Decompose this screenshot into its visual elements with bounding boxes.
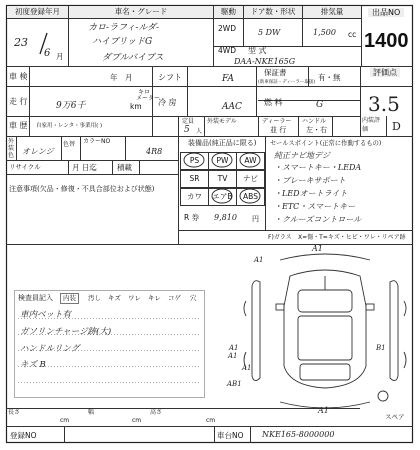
mark-left-1: A1 [229, 344, 239, 352]
equip-tv: TV [208, 170, 237, 188]
mark-front: A1 [312, 244, 323, 253]
inspector-note-1: 車内ベット有 [20, 310, 72, 320]
color-code-label: カラーNO [83, 138, 111, 145]
equip-navi: ナビ [236, 170, 265, 188]
model-line-1: カロ-ラフィ-ルダ- [88, 23, 160, 33]
warranty-sub: (新車保証・ディーラー取扱) [258, 80, 316, 85]
recycle-extra: 積載 [117, 163, 132, 172]
shaken-ym: 年 月 [110, 73, 133, 82]
height-unit: cm [206, 417, 216, 424]
outer-color-label: 外装色 [8, 138, 15, 159]
sales-point-1: 純正ナビ地デジ [274, 151, 330, 160]
legend-label: F)ガラス [268, 234, 292, 241]
inspector-opt-hole: 穴 [190, 294, 197, 302]
shaken-label: 車 検 [9, 72, 28, 81]
interior-value: D [392, 120, 401, 133]
inspector-opt-interior: 内装 [60, 293, 79, 304]
shift-value: FA [222, 74, 234, 84]
notes-header: 注意事項(欠品・修復・不具合部位および状態) [9, 185, 155, 193]
equip-abs: ABS [236, 188, 265, 206]
score-label: 評価点 [370, 68, 400, 77]
rkey-value: 9,810 [214, 213, 237, 222]
lot-number: 1400 [364, 30, 409, 52]
inspector-opt-crack: ワレ [128, 294, 141, 302]
drive-label: 駆動 [214, 6, 243, 19]
warranty-options: 有・無 [318, 73, 341, 82]
mileage-unit-meter: メーター [136, 95, 161, 102]
legend-text: X=傷・T=キズ・ヒビ・ワレ・リペア跡 [298, 234, 406, 241]
equip-pw: PW [208, 152, 237, 170]
doors-value: 5 DW [258, 28, 281, 37]
mileage-unit-kiro: キロ [138, 89, 151, 96]
mark-rear: A1 [318, 406, 329, 415]
rkey-unit: 円 [252, 215, 259, 223]
inspector-opt-scratch: キズ [108, 294, 121, 302]
inspector-note-2: ガソリンチャージ跡(大) [20, 327, 112, 337]
aircon-label: 冷 房 [158, 98, 177, 107]
width-label: 幅 [88, 409, 95, 416]
equip-leather: カワ [180, 188, 209, 206]
reg-no-label: 登録NO [10, 431, 37, 440]
dealer-sub: 並 行 [270, 126, 287, 134]
equip-ps: PS [180, 152, 209, 170]
rkey-label: R 券 [184, 213, 200, 222]
capacity-unit: 人 [196, 128, 203, 135]
chassis-value: NKE165-8000000 [262, 430, 335, 439]
height-label: 高さ [150, 409, 163, 416]
drive-4wd: 4WD [218, 46, 236, 55]
fuel-value: G [316, 100, 324, 110]
model-line-2: ハイブリッドG [92, 37, 153, 47]
mileage-label: 走 行 [9, 97, 28, 106]
lot-label: 出品NO [368, 8, 404, 17]
inspector-opt-dirt: 汚し [88, 294, 101, 302]
displacement-value: 1,500 [313, 28, 336, 37]
first-reg-month: 6 [44, 48, 51, 59]
length-unit: cm [60, 417, 70, 424]
equipment-circles [180, 150, 266, 206]
warranty-label: 保証書 [264, 68, 287, 77]
spare-label: スペア [385, 413, 405, 421]
shift-label: シフト [158, 73, 182, 82]
sales-point-6: ・クルーズコントロール [274, 215, 362, 224]
equip-airbag: エアB [208, 188, 237, 206]
dealer-label: ディーラー [262, 118, 292, 125]
model-type-label: 型 式 [248, 46, 267, 55]
car-damage-diagram [240, 246, 410, 416]
equip-sr: SR [180, 170, 209, 188]
recycle-date-label: 月 日迄 [72, 163, 97, 172]
inspector-note-4: キズ B [20, 360, 46, 370]
sales-point-3: ・ブレーキサポート [274, 176, 346, 185]
width-unit: cm [132, 417, 142, 424]
color-code-value: 4R8 [146, 147, 163, 156]
mileage-value: 9万6千 [56, 101, 86, 111]
sales-point-4: ・LEDオートライト [274, 189, 348, 198]
aircon-value: AAC [222, 102, 242, 112]
outer-model-label: 外装モデル [207, 118, 237, 125]
displacement-label: 排気量 [303, 6, 361, 19]
first-reg-label: 初度登録年月 [7, 6, 68, 19]
model-grade-label: 車名・グレード [69, 6, 213, 19]
handle-label: ハンドル [302, 118, 327, 125]
sales-point-2: ・スマートキー・LEDA [274, 163, 362, 172]
first-reg-year: 23 [14, 36, 28, 49]
recycle-label: リサイクル [9, 163, 41, 171]
mark-left-2: A1 [228, 352, 238, 360]
inspector-opt-cut: キレ [148, 294, 161, 302]
history-label: 車 歴 [9, 121, 28, 130]
mark-rear-left: A1 [242, 364, 252, 372]
mark-front-left: A1 [254, 256, 264, 264]
score-value: 3.5 [368, 92, 400, 116]
fuel-label: 燃 料 [264, 98, 283, 107]
displacement-unit: cc [348, 30, 357, 39]
capacity-label: 定員 [182, 118, 195, 125]
sales-point-5: ・ETC・スマートキー [274, 202, 356, 211]
inspector-label: 検査員記入 [18, 294, 53, 302]
sales-points-header: セールスポイント(正常に作動するもの) [270, 140, 382, 147]
doors-label: ドア数・形状 [244, 6, 302, 19]
mark-right: B1 [376, 344, 386, 352]
history-options: 自家用・レンタ・事業用( ) [36, 123, 103, 129]
first-reg-month-unit: 月 [56, 52, 64, 61]
chassis-label: 車台NO [217, 431, 244, 440]
drive-2wd: 2WD [218, 24, 236, 33]
outer-color-value: オレンジ [22, 147, 54, 156]
capacity-value: 5 [184, 125, 190, 135]
model-line-3: ダブルバイブス [102, 53, 164, 63]
color-change-label: 色替 [63, 141, 76, 148]
handle-options: 左・右 [306, 126, 327, 134]
mileage-unit-km: km [130, 102, 142, 111]
equipment-header: 装備品(純正品に限る) [188, 139, 257, 147]
equip-aw: AW [236, 152, 265, 170]
length-label: 長さ [8, 409, 21, 416]
interior-label: 内装評価 [362, 117, 381, 133]
model-type-value: DAA-NKE165G [234, 57, 296, 66]
inspector-opt-burn: コゲ [168, 294, 181, 302]
mark-rear-left-2: AB1 [227, 380, 242, 388]
inspector-note-3: ハンドルリング [20, 344, 80, 354]
